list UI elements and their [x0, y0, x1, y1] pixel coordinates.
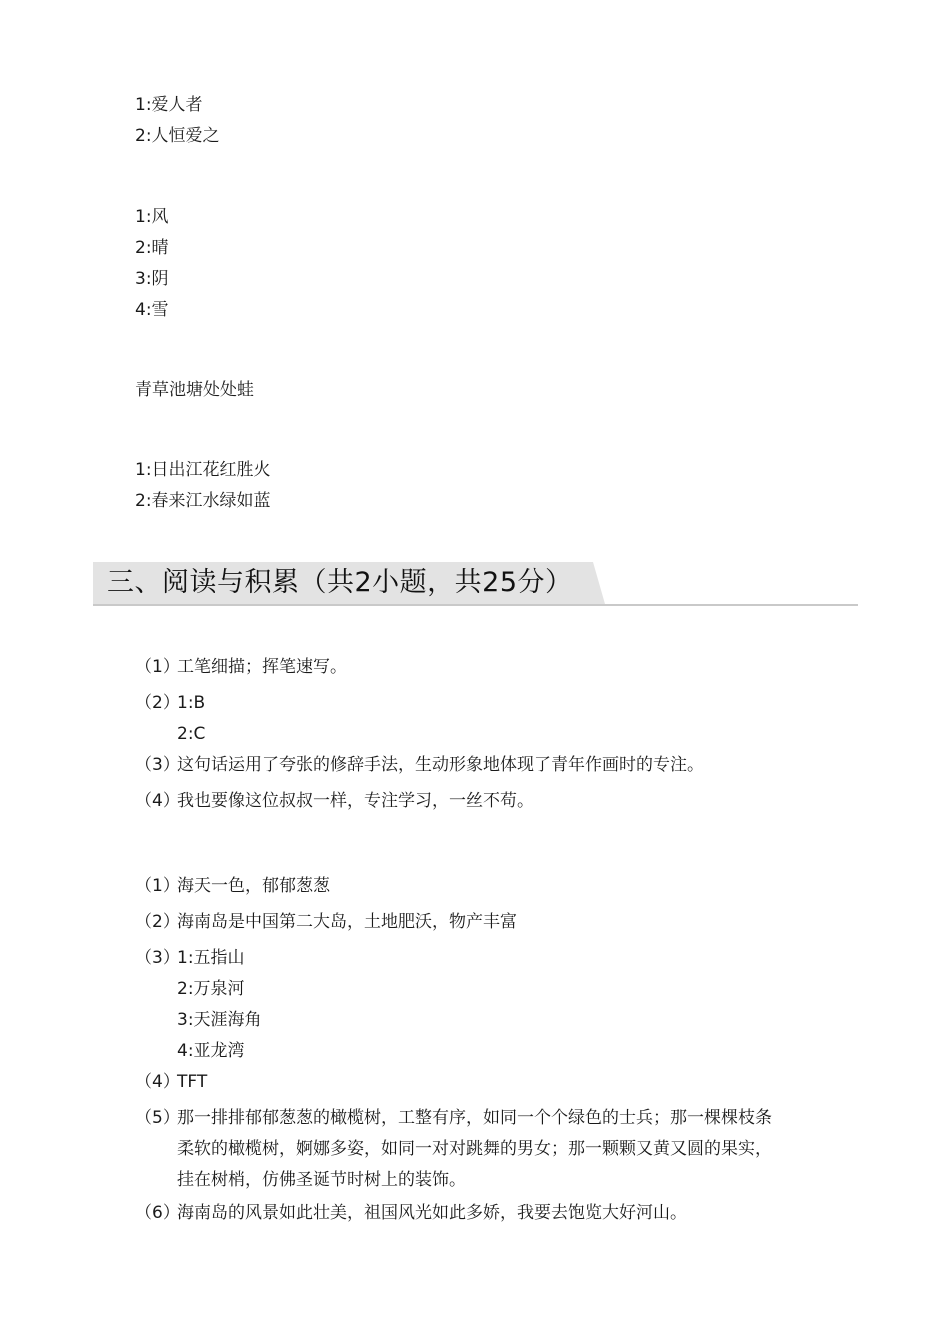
- answer-line: 3:阴: [135, 269, 169, 289]
- question-number: （4）: [135, 791, 180, 811]
- answer-text: 我也要像这位叔叔一样，专注学习，一丝不苟。: [177, 791, 534, 811]
- answer-text: TFT: [177, 1072, 208, 1092]
- question-number: （3）: [135, 755, 180, 775]
- answer-text: 1:五指山: [177, 948, 245, 968]
- answer-text: 工笔细描；挥笔速写。: [177, 657, 347, 677]
- answer-line: 1:风: [135, 207, 169, 227]
- answer-text: 3:天涯海角: [177, 1010, 262, 1030]
- answer-line: 1:日出江花红胜火: [135, 460, 271, 480]
- answer-text: 那一排排郁郁葱葱的橄榄树，工整有序，如同一个个绿色的士兵；那一棵棵枝条: [177, 1108, 772, 1128]
- answer-line: 2:人恒爱之: [135, 126, 220, 146]
- question-number: （2）: [135, 693, 180, 713]
- question-number: （4）: [135, 1072, 180, 1092]
- answer-line: 青草池塘处处蛙: [135, 380, 254, 400]
- question-number: （1）: [135, 657, 180, 677]
- answer-text: 海南岛的风景如此壮美，祖国风光如此多娇，我要去饱览大好河山。: [177, 1203, 687, 1223]
- answer-text: 海南岛是中国第二大岛，土地肥沃，物产丰富: [177, 912, 517, 932]
- question-number: （3）: [135, 948, 180, 968]
- question-number: （1）: [135, 876, 180, 896]
- answer-text: 4:亚龙湾: [177, 1041, 245, 1061]
- question-number: （6）: [135, 1203, 180, 1223]
- answer-text: 柔软的橄榄树，婀娜多姿，如同一对对跳舞的男女；那一颗颗又黄又圆的果实，: [177, 1139, 772, 1159]
- answer-line: 1:爱人者: [135, 95, 203, 115]
- question-number: （2）: [135, 912, 180, 932]
- answer-text: 挂在树梢，仿佛圣诞节时树上的装饰。: [177, 1170, 466, 1190]
- answer-text: 海天一色，郁郁葱葱: [177, 876, 330, 896]
- answer-line: 4:雪: [135, 300, 169, 320]
- section-header-rule: [93, 604, 858, 606]
- answer-text: 2:C: [177, 724, 206, 744]
- answer-text: 2:万泉河: [177, 979, 245, 999]
- section-header: [93, 562, 858, 606]
- section-title: 三、阅读与积累（共2小题，共25分）: [107, 567, 573, 598]
- answer-text: 这句话运用了夸张的修辞手法，生动形象地体现了青年作画时的专注。: [177, 755, 704, 775]
- question-number: （5）: [135, 1108, 180, 1128]
- answer-text: 1:B: [177, 693, 206, 713]
- answer-line: 2:晴: [135, 238, 169, 258]
- answer-line: 2:春来江水绿如蓝: [135, 491, 271, 511]
